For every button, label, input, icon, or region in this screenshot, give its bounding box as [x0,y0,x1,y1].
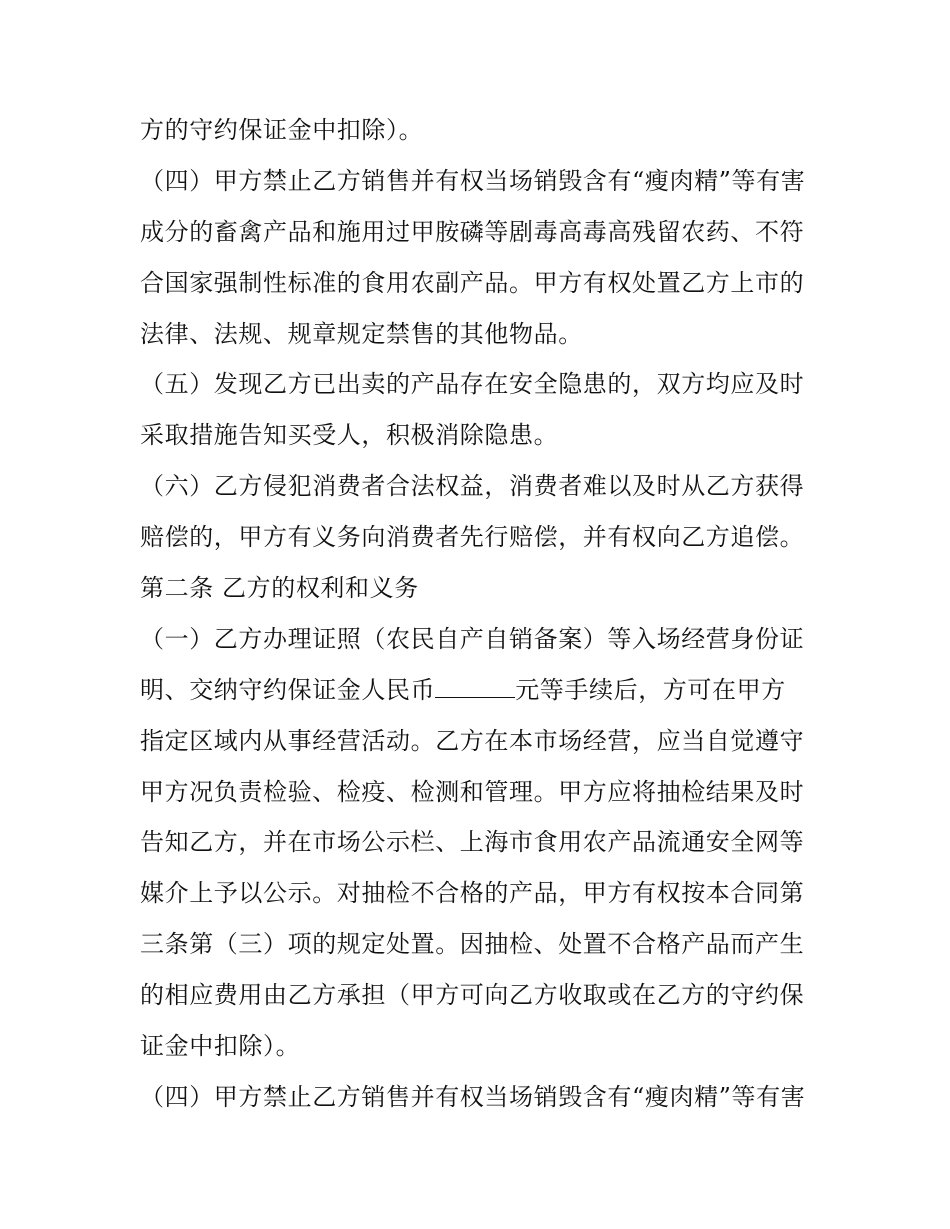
amount-blank [435,677,515,698]
text-line: 三条第（三）项的规定处置。因抽检、处置不合格产品而产生 [140,930,805,959]
text-line: 媒介上予以公示。对抽检不合格的产品，甲方有权按本合同第 [140,879,805,908]
section-heading: 第二条 乙方的权利和义务 [140,574,419,603]
text-line: 赔偿的，甲方有义务向消费者先行赔偿，并有权向乙方追偿。 [140,523,805,552]
text-line-with-blank [140,668,830,719]
document-body [140,108,830,1126]
text-line: 方的守约保证金中扣除）。 [140,116,424,144]
text-line: 合国家强制性标准的食用农副产品。甲方有权处置乙方上市的 [140,268,805,297]
text-line: 指定区域内从事经营活动。乙方在本市场经营，应当自觉遵守 [140,726,805,755]
text-line: （五）发现乙方已出卖的产品存在安全隐患的，双方均应及时 [140,370,805,399]
text-line: 证金中扣除）。 [140,1032,301,1061]
text-line: 告知乙方，并在市场公示栏、上海市食用农产品流通安全网等 [140,828,805,857]
text-line: 的相应费用由乙方承担（甲方可向乙方收取或在乙方的守约保 [140,981,805,1010]
text-line: 成分的畜禽产品和施用过甲胺磷等剧毒高毒高残留农药、不符 [140,217,805,246]
text-line: （一）乙方办理证照（农民自产自销备案）等入场经营身份证 [140,624,805,653]
text-line: 法律、法规、规章规定禁售的其他物品。 [140,319,583,348]
text-before-blank: 明、交纳守约保证金人民币 [140,675,436,704]
text-line: （四）甲方禁止乙方销售并有权当场销毁含有“瘦肉精”等有害 [140,166,806,195]
text-line: （六）乙方侵犯消费者合法权益，消费者难以及时从乙方获得 [140,472,805,501]
text-line: 采取措施告知买受人，积极消除隐患。 [140,421,559,450]
text-line: 甲方况负责检验、检疫、检测和管理。甲方应将抽检结果及时 [140,777,805,806]
text-after-blank: 元等手续后，方可在甲方 [515,675,786,704]
text-line: （四）甲方禁止乙方销售并有权当场销毁含有“瘦肉精”等有害 [140,1082,806,1111]
